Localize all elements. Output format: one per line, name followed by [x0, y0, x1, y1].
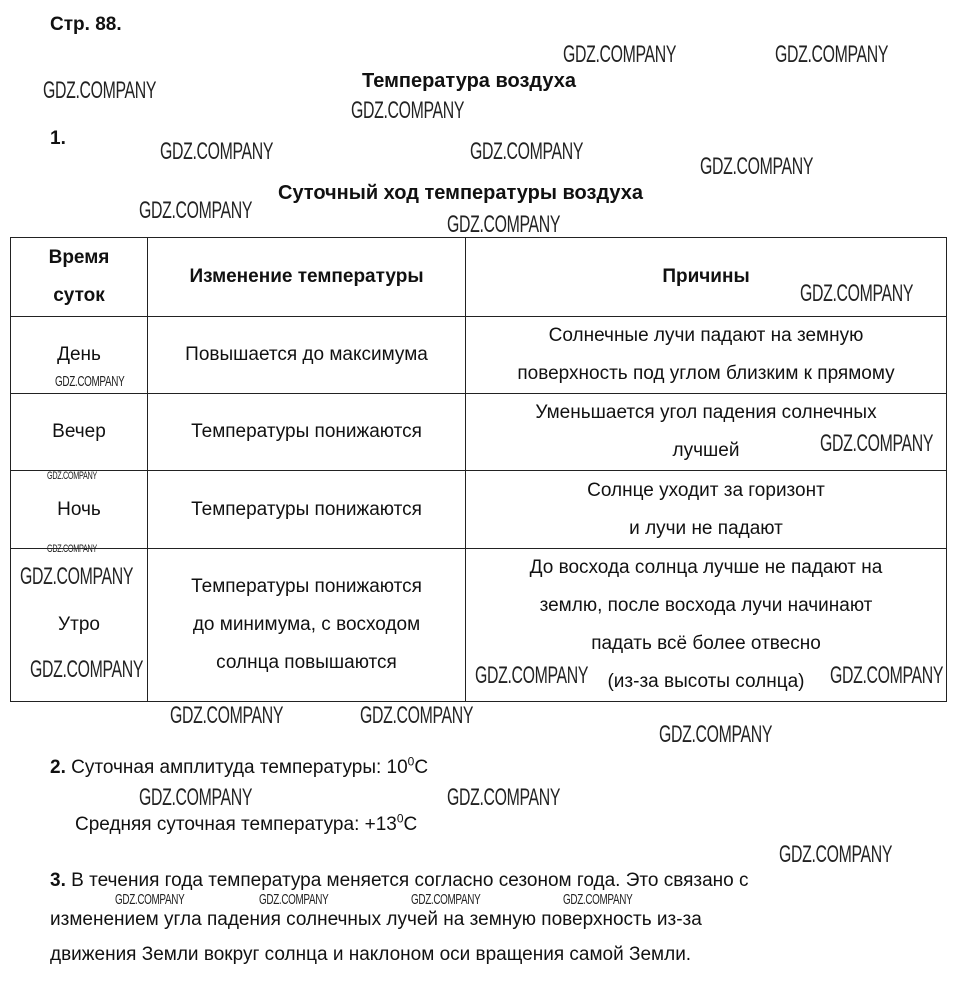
cell-change — [148, 317, 466, 394]
reason-line: и лучи не падают — [629, 517, 783, 539]
header-reasons-text: Причины — [662, 266, 750, 287]
watermark: GDZ.COMPANY — [820, 430, 934, 457]
watermark: GDZ.COMPANY — [775, 41, 889, 68]
amplitude-text: Суточная амплитуда температуры: 10 — [71, 757, 408, 778]
header-change-text: Изменение температуры — [189, 266, 424, 287]
change-line: Температуры понижаются — [191, 498, 422, 520]
reason-line: До восхода солнца лучше не падают на — [529, 557, 883, 578]
watermark: GDZ.COMPANY — [475, 662, 589, 689]
degree-sup: 0 — [396, 811, 404, 826]
cell-change — [148, 394, 466, 471]
task3-line: движения Земли вокруг солнца и наклоном оси вращения самой Земли. — [50, 944, 692, 965]
task2-mean — [75, 811, 418, 835]
watermark: GDZ.COMPANY — [563, 891, 633, 908]
reason-line: землю, после восхода лучи начинают — [539, 595, 873, 616]
cell-time — [11, 394, 148, 471]
watermark: GDZ.COMPANY — [47, 470, 97, 482]
watermark: GDZ.COMPANY — [170, 702, 284, 729]
reason-line: падать всё более отвесно — [591, 633, 821, 654]
reason-line: Уменьшается угол падения солнечных — [535, 402, 877, 423]
watermark: GDZ.COMPANY — [800, 280, 914, 307]
change-line: Температуры понижаются — [191, 421, 422, 442]
watermark: GDZ.COMPANY — [411, 891, 481, 908]
watermark: GDZ.COMPANY — [259, 891, 329, 908]
reason-line: лучшей — [672, 440, 740, 461]
cell-change — [148, 471, 466, 549]
watermark: GDZ.COMPANY — [563, 41, 677, 68]
time-text: Ночь — [57, 498, 101, 520]
change-line: солнца повышаются — [216, 652, 397, 673]
time-text: Вечер — [52, 421, 106, 442]
task2-amplitude — [50, 754, 429, 778]
watermark: GDZ.COMPANY — [470, 138, 584, 165]
watermark: GDZ.COMPANY — [659, 721, 773, 748]
table-row — [11, 317, 947, 394]
header-time-line: Время — [48, 247, 110, 268]
table-title: Суточный ход температуры воздуха — [278, 182, 643, 204]
mean-text: Средняя суточная температура: +13 — [75, 814, 397, 835]
cell-change — [148, 549, 466, 702]
change-line: Повышается до максимума — [185, 344, 428, 365]
cell-reason — [466, 317, 947, 394]
unit: C — [403, 814, 418, 835]
watermark: GDZ.COMPANY — [30, 656, 144, 683]
task2-number: 2. — [50, 757, 66, 778]
header-time — [11, 238, 148, 317]
reason-line: поверхность под углом близким к прямому — [517, 363, 895, 384]
page-title: Температура воздуха — [362, 70, 576, 92]
task3-number: 3. — [50, 870, 66, 891]
watermark: GDZ.COMPANY — [55, 373, 125, 390]
degree-sup: 0 — [407, 754, 415, 769]
watermark: GDZ.COMPANY — [360, 702, 474, 729]
watermark: GDZ.COMPANY — [20, 563, 134, 590]
watermark: GDZ.COMPANY — [779, 841, 893, 868]
task3-line: изменением угла падения солнечных лучей на земную поверхность из-за — [50, 909, 702, 930]
watermark: GDZ.COMPANY — [351, 97, 465, 124]
change-line: Температуры понижаются — [191, 576, 422, 597]
watermark: GDZ.COMPANY — [115, 891, 185, 908]
watermark: GDZ.COMPANY — [830, 662, 944, 689]
watermark: GDZ.COMPANY — [139, 197, 253, 224]
watermark: GDZ.COMPANY — [447, 784, 561, 811]
header-time-line: суток — [53, 285, 105, 306]
time-text: Утро — [58, 614, 100, 635]
watermark: GDZ.COMPANY — [139, 784, 253, 811]
reason-line: Солнечные лучи падают на земную — [548, 325, 864, 346]
watermark: GDZ.COMPANY — [700, 153, 814, 180]
unit: C — [414, 757, 429, 778]
task3-text: В течения года температура меняется согласно сезоном года. Это связано с — [71, 870, 749, 891]
watermark: GDZ.COMPANY — [447, 211, 561, 238]
watermark: GDZ.COMPANY — [160, 138, 274, 165]
task1-number: 1. — [50, 128, 66, 149]
cell-time — [11, 471, 148, 549]
watermark: GDZ.COMPANY — [47, 543, 97, 555]
watermark: GDZ.COMPANY — [43, 77, 157, 104]
reason-line: (из-за высоты солнца) — [607, 671, 805, 692]
table-row — [11, 394, 947, 471]
reason-line: Солнце уходит за горизонт — [587, 479, 825, 501]
page-label: Стр. 88. — [50, 14, 122, 35]
time-text: День — [57, 344, 101, 365]
header-change — [148, 238, 466, 317]
change-line: до минимума, с восходом — [192, 614, 421, 635]
table-row — [11, 471, 947, 549]
cell-reason — [466, 471, 947, 549]
task3-line — [50, 870, 749, 891]
